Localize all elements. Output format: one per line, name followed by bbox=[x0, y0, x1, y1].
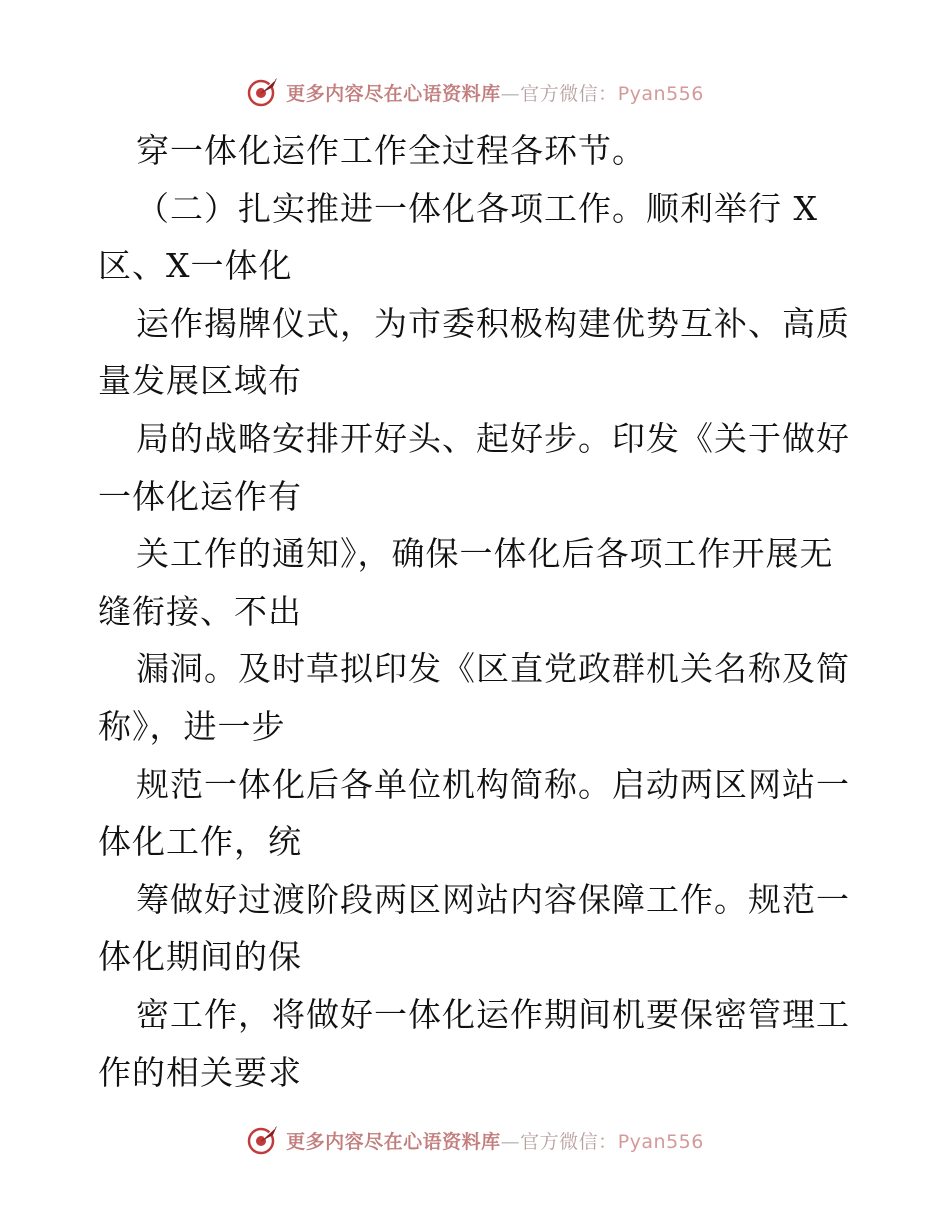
body-line: 体化期间的保 bbox=[98, 937, 302, 977]
body-line: 作的相关要求 bbox=[98, 1052, 302, 1092]
watermark-separator: — bbox=[500, 1130, 521, 1153]
watermark-contact-id: Pyan556 bbox=[617, 1130, 704, 1153]
body-line: 区、X一体化 bbox=[98, 246, 293, 286]
body-line: 漏洞。及时草拟印发《区直党政群机关名称及简 bbox=[136, 649, 850, 689]
body-line: 量发展区域布 bbox=[98, 361, 302, 401]
watermark-contact-label: 官方微信： bbox=[520, 1130, 618, 1153]
body-line: 筹做好过渡阶段两区网站内容保障工作。规范一 bbox=[136, 879, 850, 919]
watermark-separator: — bbox=[500, 82, 521, 105]
body-line: 缝衔接、不出 bbox=[98, 591, 302, 631]
body-line: 称》，进一步 bbox=[98, 706, 286, 746]
body-line: 局的战略安排开好头、起好步。印发《关于做好 bbox=[136, 418, 850, 458]
watermark-text bbox=[286, 1127, 704, 1154]
document-body bbox=[98, 122, 858, 1101]
watermark-text bbox=[286, 79, 704, 106]
body-line: 规范一体化后各单位机构简称。启动两区网站一 bbox=[136, 764, 850, 804]
footer-watermark bbox=[0, 1120, 950, 1160]
quill-logo-icon bbox=[246, 1123, 280, 1157]
body-line: 一体化运作有 bbox=[98, 476, 302, 516]
body-line: 运作揭牌仪式，为市委积极构建优势互补、高质 bbox=[136, 303, 850, 343]
watermark-brand: 更多内容尽在心语资料库 bbox=[286, 82, 501, 105]
body-line: 穿一体化运作工作全过程各环节。 bbox=[136, 131, 646, 170]
watermark-contact-label: 官方微信： bbox=[520, 82, 618, 105]
watermark-brand: 更多内容尽在心语资料库 bbox=[286, 1130, 501, 1153]
body-line: 体化工作，统 bbox=[98, 822, 302, 862]
body-line: 密工作，将做好一体化运作期间机要保密管理工 bbox=[136, 994, 850, 1034]
header-watermark bbox=[0, 72, 950, 112]
body-line: （二）扎实推进一体化各项工作。顺利举行 X bbox=[136, 188, 818, 228]
watermark-contact-id: Pyan556 bbox=[617, 82, 704, 105]
body-line: 关工作的通知》，确保一体化后各项工作开展无 bbox=[136, 534, 834, 574]
quill-logo-icon bbox=[246, 75, 280, 109]
